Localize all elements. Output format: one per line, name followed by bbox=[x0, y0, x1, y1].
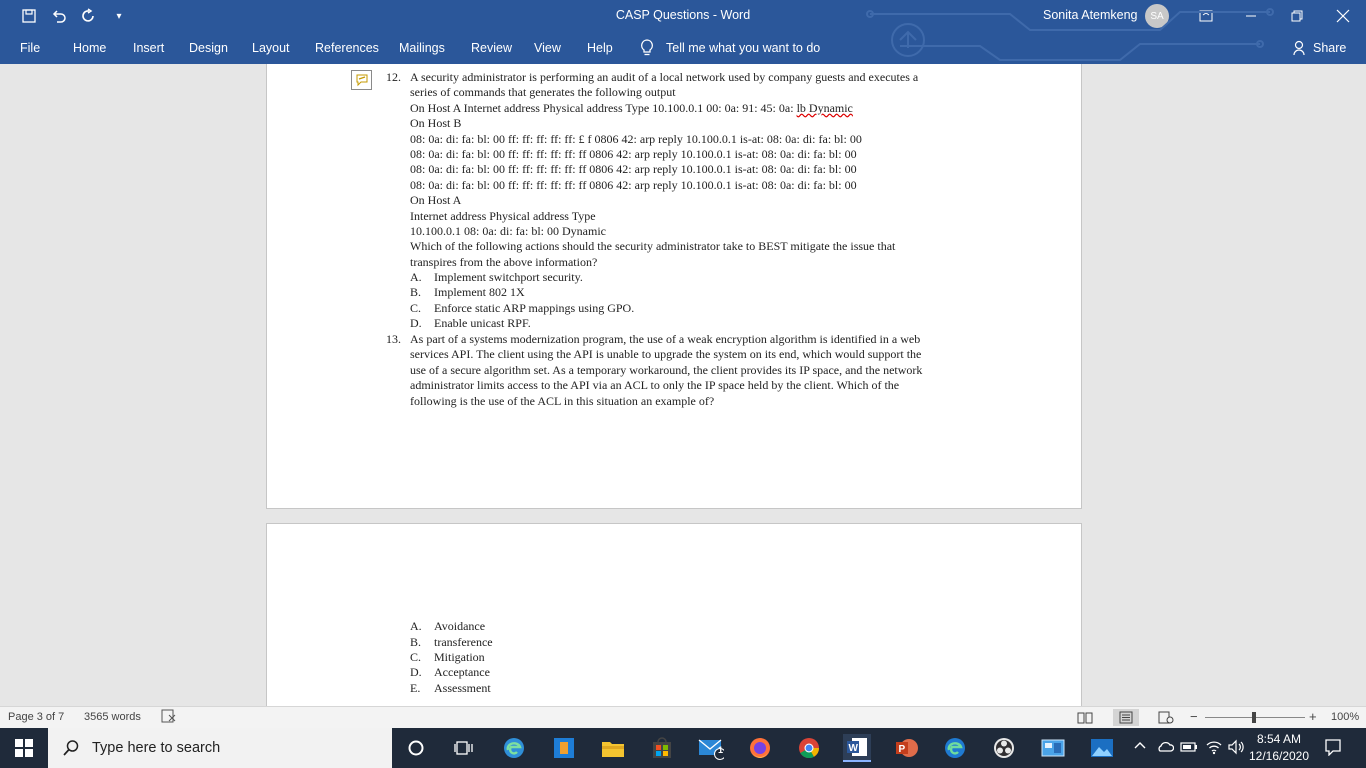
tab-layout[interactable]: Layout bbox=[252, 41, 290, 55]
tell-me-label: Tell me what you want to do bbox=[666, 41, 821, 55]
tab-help[interactable]: Help bbox=[587, 41, 613, 55]
option-text: transference bbox=[434, 635, 493, 649]
option-letter: D. bbox=[410, 665, 422, 679]
person-icon bbox=[1293, 40, 1307, 56]
edge-browser-icon[interactable] bbox=[500, 734, 528, 762]
status-bar bbox=[0, 706, 1366, 728]
volume-icon[interactable] bbox=[1227, 739, 1247, 758]
page-indicator[interactable]: Page 3 of 7 bbox=[8, 711, 65, 723]
taskbar bbox=[0, 728, 1366, 768]
control-panel-icon[interactable] bbox=[1039, 734, 1067, 762]
answer-option bbox=[410, 270, 583, 285]
onedrive-icon[interactable] bbox=[1156, 739, 1174, 756]
battery-icon[interactable] bbox=[1180, 740, 1198, 757]
option-text: Avoidance bbox=[434, 619, 486, 633]
text-line: Which of the following actions should the security administrator take to BEST mitigate the issue that bbox=[410, 239, 896, 254]
tab-review[interactable]: Review bbox=[471, 41, 512, 55]
document-area[interactable] bbox=[0, 64, 1366, 706]
zoom-level[interactable]: 100% bbox=[1331, 711, 1360, 723]
option-text: Enable unicast RPF. bbox=[434, 316, 531, 330]
tab-home[interactable]: Home bbox=[73, 41, 107, 55]
lightbulb-icon bbox=[640, 39, 654, 57]
file-explorer-icon[interactable] bbox=[599, 734, 627, 762]
tab-view[interactable]: View bbox=[534, 41, 561, 55]
customize-toolbar-icon[interactable]: ▾ bbox=[116, 10, 122, 22]
tab-file[interactable]: File bbox=[20, 41, 41, 55]
option-letter: C. bbox=[410, 650, 422, 664]
text-line: 08: 0a: di: fa: bl: 00 ff: ff: ff: ff: ff: ff 0806 42: arp reply 10.100.0.1 is-at: 08: 0a: di: fa: bl: 00 bbox=[410, 147, 857, 162]
answer-option bbox=[410, 650, 485, 665]
undo-icon[interactable] bbox=[44, 4, 74, 28]
text-line: 10.100.0.1 08: 0a: di: fa: bl: 00 Dynamic bbox=[410, 224, 606, 239]
store-icon[interactable] bbox=[648, 734, 676, 762]
mail-icon[interactable] bbox=[697, 734, 725, 762]
text-line: 08: 0a: di: fa: bl: 00 ff: ff: ff: ff: ff: £ f 0806 42: arp reply 10.100.0.1 is-at: 08: 0a: di: fa: bl: 00 bbox=[410, 131, 862, 146]
option-text: Acceptance bbox=[434, 665, 490, 679]
option-text: Implement 802 1X bbox=[434, 285, 525, 299]
text-line: On Host A Internet address Physical address Type 10.100.0.1 00: 0a: 91: 45: 0a: lb Dynamic bbox=[410, 100, 853, 115]
notifications-icon[interactable] bbox=[1324, 738, 1342, 759]
answer-option bbox=[410, 681, 491, 696]
text-line: use of a secure algorithm set. As a temporary workaround, the client provides its IP space, and the network bbox=[410, 362, 923, 377]
answer-option bbox=[410, 619, 485, 634]
text-line: administrator limits access to the API via an ACL to only the IP space held by the client. Which of the bbox=[410, 378, 900, 393]
taskbar-search-input[interactable] bbox=[48, 728, 392, 768]
text-line: Internet address Physical address Type bbox=[410, 208, 596, 223]
text-line: On Host B bbox=[410, 116, 462, 131]
question-13-text[interactable] bbox=[410, 332, 922, 409]
tab-mailings[interactable]: Mailings bbox=[399, 41, 445, 55]
svg-text:P: P bbox=[898, 744, 906, 755]
chrome-icon[interactable] bbox=[795, 734, 823, 762]
redo-icon[interactable] bbox=[74, 4, 104, 28]
zoom-slider-thumb[interactable] bbox=[1252, 712, 1256, 723]
powerpoint-icon[interactable] bbox=[892, 734, 920, 762]
answer-option bbox=[410, 665, 490, 680]
text-line: following is the use of the ACL in this situation an example of? bbox=[410, 393, 715, 408]
save-icon[interactable] bbox=[14, 4, 44, 28]
text-line: 08: 0a: di: fa: bl: 00 ff: ff: ff: ff: ff: ff 0806 42: arp reply 10.100.0.1 is-at: 08: 0a: di: fa: bl: 00 bbox=[410, 177, 857, 192]
answer-option bbox=[410, 301, 634, 316]
option-letter: C. bbox=[410, 301, 422, 315]
option-text: Implement switchport security. bbox=[434, 270, 583, 284]
wifi-icon[interactable] bbox=[1205, 739, 1223, 758]
photos-icon[interactable] bbox=[1088, 734, 1116, 762]
text-line: series of commands that generates the following output bbox=[410, 85, 676, 100]
svg-text:W: W bbox=[848, 743, 858, 754]
text-line: As part of a systems modernization program, the use of a weak encryption algorithm is identified in a web bbox=[410, 332, 921, 346]
option-letter: A. bbox=[410, 270, 422, 284]
option-letter: D. bbox=[410, 316, 422, 330]
option-text: Assessment bbox=[434, 681, 491, 695]
tab-references[interactable]: References bbox=[315, 41, 379, 55]
text-line: A security administrator is performing an audit of a local network used by company guests and executes a bbox=[410, 70, 919, 84]
cortana-icon[interactable] bbox=[402, 734, 430, 762]
option-letter: A. bbox=[410, 619, 422, 633]
obs-icon[interactable] bbox=[990, 734, 1018, 762]
answer-option bbox=[410, 316, 531, 331]
system-clock[interactable] bbox=[1247, 731, 1311, 765]
comment-icon[interactable] bbox=[351, 70, 372, 90]
user-name[interactable]: Sonita Atemkeng bbox=[1043, 8, 1138, 22]
office-app-icon[interactable] bbox=[550, 734, 578, 762]
circuit-decoration bbox=[860, 0, 1280, 64]
tab-insert[interactable]: Insert bbox=[133, 41, 165, 55]
clock-time: 8:54 AM bbox=[1256, 732, 1302, 746]
option-letter: E. bbox=[410, 681, 421, 695]
text-line: transpires from the above information? bbox=[410, 254, 598, 269]
zoom-in-button[interactable]: + bbox=[1309, 709, 1317, 724]
text-line: services API. The client using the API is unable to upgrade the system on its end, which would support the bbox=[410, 347, 922, 362]
web-layout-icon[interactable] bbox=[1155, 709, 1177, 726]
search-icon bbox=[62, 739, 80, 757]
answer-option bbox=[410, 635, 493, 650]
question-number: 12. bbox=[386, 70, 401, 84]
tab-design[interactable]: Design bbox=[189, 41, 228, 55]
zoom-out-button[interactable]: − bbox=[1190, 709, 1198, 724]
option-letter: B. bbox=[410, 285, 422, 299]
word-icon[interactable] bbox=[843, 734, 871, 762]
share-button[interactable] bbox=[1293, 40, 1346, 56]
option-text: Enforce static ARP mappings using GPO. bbox=[434, 301, 635, 315]
word-count[interactable]: 3565 words bbox=[84, 711, 141, 723]
document-title: CASP Questions - Word bbox=[615, 8, 751, 22]
clock-date: 12/16/2020 bbox=[1248, 749, 1310, 763]
answer-option bbox=[410, 285, 525, 300]
option-letter: B. bbox=[410, 635, 422, 649]
quick-access-toolbar bbox=[14, 4, 134, 28]
document-page[interactable] bbox=[266, 523, 1082, 706]
firefox-icon[interactable] bbox=[746, 734, 774, 762]
show-hidden-icons-icon[interactable] bbox=[1133, 738, 1147, 755]
option-text: Mitigation bbox=[434, 650, 485, 664]
restore-icon[interactable] bbox=[1274, 0, 1320, 32]
windows-start-icon[interactable] bbox=[0, 728, 48, 768]
text-line: 08: 0a: di: fa: bl: 00 ff: ff: ff: ff: ff: ff 0806 42: arp reply 10.100.0.1 is-at: 08: 0a: di: fa: bl: 00 bbox=[410, 162, 857, 177]
avatar[interactable]: SA bbox=[1145, 4, 1169, 28]
text-line: On Host A bbox=[410, 193, 462, 208]
close-icon[interactable] bbox=[1320, 0, 1366, 32]
task-view-icon[interactable] bbox=[450, 734, 478, 762]
tell-me-box[interactable] bbox=[640, 39, 820, 57]
share-label: Share bbox=[1313, 41, 1347, 55]
proofing-icon[interactable] bbox=[161, 709, 177, 726]
search-placeholder: Type here to search bbox=[92, 740, 221, 756]
print-layout-icon[interactable] bbox=[1113, 709, 1139, 726]
question-number: 13. bbox=[386, 332, 401, 346]
read-mode-icon[interactable] bbox=[1074, 709, 1096, 726]
question-12-text[interactable] bbox=[410, 70, 918, 270]
edge-beta-icon[interactable] bbox=[941, 734, 969, 762]
mail-badge: 1 bbox=[718, 745, 724, 755]
